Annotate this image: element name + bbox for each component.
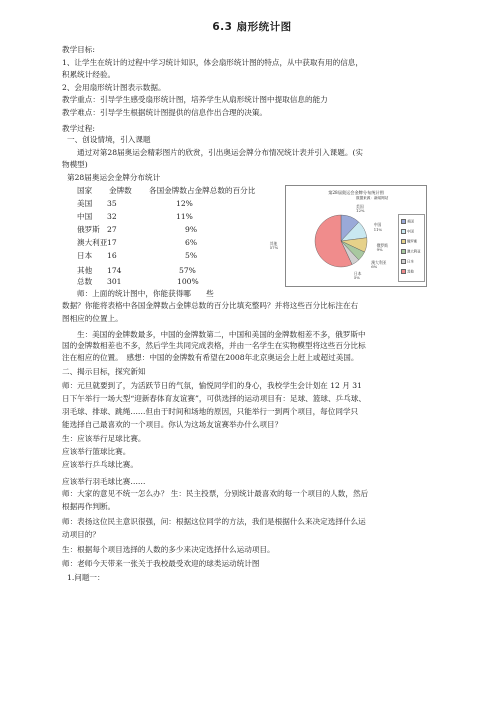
chart-legend xyxy=(398,214,425,282)
table-cell: 17 xyxy=(107,238,117,247)
chart-subtitle: 数据来源：新闻网站 xyxy=(356,196,389,200)
text-line: 积累统计经验。 xyxy=(62,70,116,79)
text-line: 通过对第28届奥运会精彩图片的欣赏，引出奥运会牌分布情况统计表并引入课题。(实 xyxy=(77,148,363,157)
text-line: 应该举行篮球比赛。 xyxy=(62,447,131,456)
text-line: 师：表扬这位民主意识很强，问：根据这位同学的方法，我们是根据什么来决定选择什么运 xyxy=(62,517,366,526)
text-line: 生：应该举行足球比赛。 xyxy=(62,434,146,443)
table-cell: 美国 xyxy=(77,199,93,208)
text-line: 动项目的？ xyxy=(62,530,100,539)
text-line: 教学重点：引导学生感受扇形统计图，培养学生从扇形统计图中提取信息的能力 xyxy=(62,95,328,104)
slice-label: 其他 57% xyxy=(269,240,279,250)
legend-swatch xyxy=(401,239,406,244)
text-line: 根据再作判断。 xyxy=(62,502,116,511)
table-cell: 各国金牌数占金牌总数的百分比 xyxy=(149,186,256,195)
legend-item xyxy=(401,249,421,254)
legend-item xyxy=(401,229,414,234)
table-cell: 174 xyxy=(107,266,122,275)
text-line: 师：大家的意见不统一怎么办？ 生：民主投票，分别统计最喜欢的每一个项目的人数，然后 xyxy=(62,489,369,498)
table-cell: 俄罗斯 xyxy=(77,225,100,234)
table-cell: 32 xyxy=(107,212,117,221)
legend-label: 美国 xyxy=(407,219,414,224)
legend-item xyxy=(401,239,417,244)
text-line: 应该举行乒乓球比赛。 xyxy=(62,460,138,469)
table-cell: 35 xyxy=(107,199,117,208)
legend-item xyxy=(401,219,414,224)
legend-label: 俄罗斯 xyxy=(407,239,418,244)
table-cell: 11% xyxy=(176,212,193,221)
table-cell: 日本 xyxy=(77,251,93,260)
text-line: 师：元旦就要到了，为活跃节日的气氛，愉悦同学们的身心，我校学生会计划在 12 月 31 xyxy=(62,381,362,390)
legend-item xyxy=(401,259,414,264)
legend-label: 日本 xyxy=(407,259,414,264)
table-cell: 301 xyxy=(107,277,122,286)
slice-label: 澳大利亚 6% xyxy=(371,259,387,269)
text-line: 教学难点：引导学生根据统计图提供的信息作出合理的决策。 xyxy=(62,108,268,117)
table-cell: 5% xyxy=(185,251,198,260)
text-line: 师：老师今天带来一张关于我校最受欢迎的球类运动统计图 xyxy=(62,559,260,568)
text-line: 应该举行羽毛球比赛…… xyxy=(62,477,146,486)
text-line: 教学过程: xyxy=(62,124,95,133)
text-line: 羽毛球、排球、跳绳……但由于时间和场地的原因，只能举行一到两个项目，每位同学只 xyxy=(62,407,359,416)
slice-label: 日本 5% xyxy=(353,270,362,280)
legend-label: 澳大利亚 xyxy=(407,249,421,254)
text-line: 生：根据每个项目选择的人数的多少来决定选择什么运动项目。 xyxy=(62,545,275,554)
table-cell: 金牌数 xyxy=(109,186,132,195)
table-cell: 100% xyxy=(177,277,199,286)
slice-label: 中国 11% xyxy=(373,222,383,232)
table-cell: 澳大利亚 xyxy=(77,238,108,247)
page-title: 6.3 扇形统计图 xyxy=(212,21,292,33)
table-cell: 57% xyxy=(179,266,196,275)
text-line: 日下午举行一场大型“迎新春体育友谊赛”，可供选择的运动项目有：足球、篮球、乒乓球、 xyxy=(62,394,366,403)
text-line: 能选择自己最喜欢的一个项目。你认为这场友谊赛举办什么项目？ xyxy=(62,420,283,429)
table-cell: 12% xyxy=(176,199,193,208)
table-cell: 中国 xyxy=(77,212,93,221)
legend-label: 中国 xyxy=(407,229,414,234)
pie-chart xyxy=(286,186,396,286)
legend-swatch xyxy=(401,269,406,274)
section-heading: 二、揭示目标，探究新知 xyxy=(62,367,146,376)
table-cell: 6% xyxy=(185,238,198,247)
legend-swatch xyxy=(401,219,406,224)
table-cell: 16 xyxy=(107,251,117,260)
text-line: 国的金牌数相差也不多，然后学生共同完成表格，并由一名学生在实物模型将这些百分比标 xyxy=(62,341,366,350)
slice-label: 俄罗斯 9% xyxy=(376,242,389,252)
legend-swatch xyxy=(401,259,406,264)
text-line: 1、让学生在统计的过程中学习统计知识，体会扇形统计图的特点，从中获取有用的信息， xyxy=(62,58,363,67)
table-cell: 总数 xyxy=(77,277,93,286)
legend-label: 其他 xyxy=(407,269,414,274)
text-line: 图相应的位置上。 xyxy=(62,314,123,323)
table-cell: 9% xyxy=(185,225,198,234)
text-line: 2、会用扇形统计图表示数据。 xyxy=(62,83,166,92)
legend-swatch xyxy=(401,229,406,234)
slice-label: 美国 12% xyxy=(356,204,365,214)
pie-chart-figure xyxy=(269,185,427,287)
table-cell: 其他 xyxy=(77,266,93,275)
table-cell: 国家 xyxy=(77,186,93,195)
text-line: 数据？你能将表格中各国金牌数占金牌总数的百分比填充整吗？并将这些百分比标注在右 xyxy=(62,301,359,310)
text-line: 教学目标: xyxy=(62,45,95,54)
text-line: 生：美国的金牌数最多，中国的金牌数第二，中国和美国的金牌数相差不多，俄罗斯中 xyxy=(77,330,366,339)
text-line: 注在相应的位置。 感想：中国的金牌数有希望在2008年北京奥运会上赶上或超过美国。 xyxy=(62,353,359,362)
table-cell: 27 xyxy=(107,225,117,234)
table-caption: 第28届奥运会金牌分布统计 xyxy=(67,173,161,182)
text-line: 1.问题一： xyxy=(67,573,105,582)
text-line: 师：上面的统计图中，你能获得哪 些 xyxy=(77,289,214,298)
text-line: 一、创设情境，引入课题 xyxy=(67,135,151,144)
legend-swatch xyxy=(401,249,406,254)
legend-item xyxy=(401,269,414,274)
text-line: 物模型) xyxy=(62,160,88,169)
chart-title: 第28届奥运会金牌分布统计图 xyxy=(328,190,384,195)
